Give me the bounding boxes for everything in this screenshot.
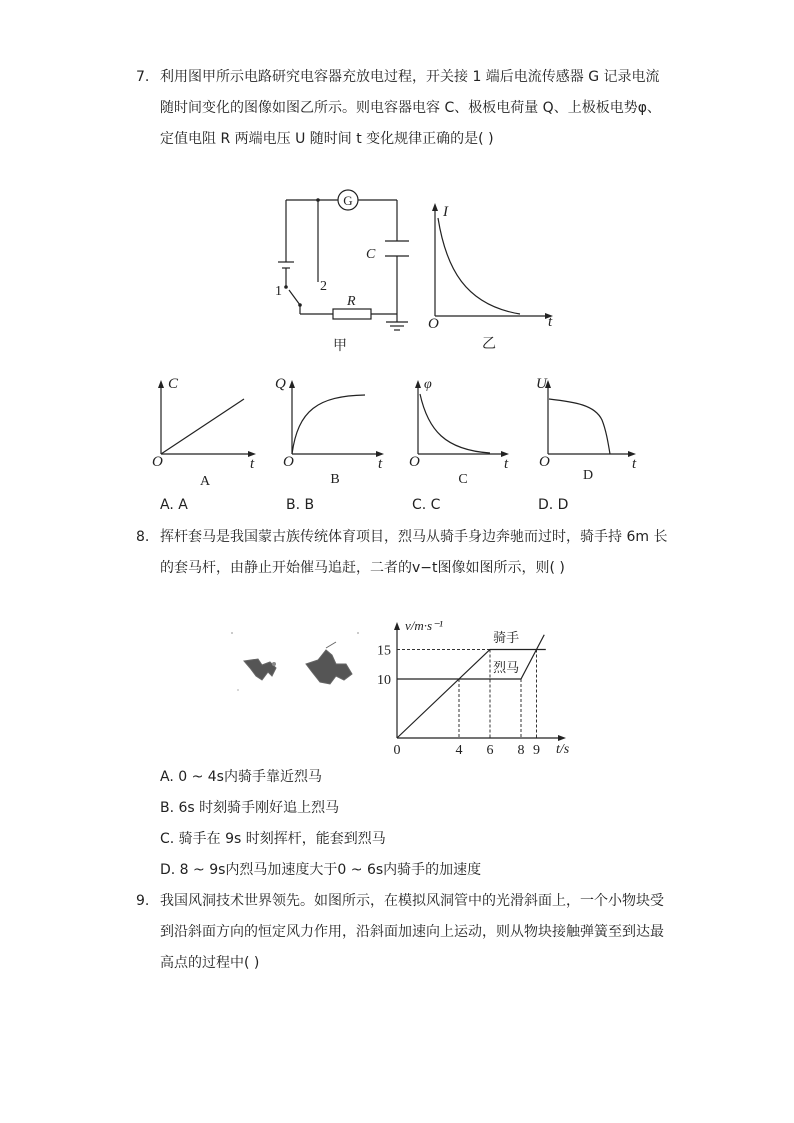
q8-option-a[interactable]: A. 0 ~ 4s内骑手靠近烈马: [160, 769, 322, 785]
vt-y-arrow: [394, 622, 400, 630]
q8-option-d[interactable]: D. 8 ~ 9s内烈马加速度大于0 ~ 6s内骑手的加速度: [160, 862, 482, 878]
question-9-line-2: 到沿斜面方向的恒定风力作用，沿斜面加速向上运动，则从物块接触弹簧至到达最: [160, 924, 664, 940]
vt-x-tick-0: 0: [393, 743, 401, 758]
graph-c-letter: C: [458, 472, 468, 487]
circuit-caption: 甲: [333, 338, 347, 354]
graph-a-letter: A: [199, 474, 211, 489]
graph-b-x-label: t: [378, 456, 383, 472]
q7-option-c[interactable]: C. C: [412, 497, 441, 513]
graph-d-letter: D: [582, 468, 594, 483]
q7-option-a[interactable]: A. A: [160, 497, 188, 513]
vt-x-tick-6: 6: [486, 743, 494, 758]
current-graph-caption: 乙: [482, 336, 496, 352]
question-7-line-3: 定值电阻 R 两端电压 U 随时间 t 变化规律正确的是( ): [160, 131, 494, 147]
question-9-number: 9.: [136, 893, 150, 909]
q7-option-b[interactable]: B. B: [286, 497, 315, 513]
vt-series-line-1: [397, 650, 546, 739]
q8-option-c[interactable]: C. 骑手在 9s 时刻挥杆，能套到烈马: [160, 831, 386, 847]
resistor-label: R: [347, 294, 356, 309]
graph-a-y-label: C: [168, 376, 179, 392]
q8-option-b[interactable]: B. 6s 时刻骑手刚好追上烈马: [160, 800, 340, 816]
vt-y-label: v/m·s⁻¹: [405, 618, 443, 633]
graph-d-origin: O: [539, 454, 550, 470]
vt-x-tick-4: 4: [455, 743, 463, 758]
vt-series-label-2: 烈马: [493, 660, 520, 676]
vt-y-tick-15: 15: [377, 643, 391, 659]
question-8-number: 8.: [136, 529, 150, 545]
vt-x-label: t/s: [556, 742, 570, 757]
vt-series-line-2: [397, 635, 544, 679]
capacitor-label: C: [366, 247, 376, 262]
current-graph-y-label: I: [443, 204, 448, 220]
vt-series-label-1: 骑手: [493, 630, 520, 646]
question-7-number: 7.: [136, 69, 150, 85]
vt-x-arrow: [558, 735, 566, 741]
graph-a-origin: O: [152, 454, 163, 470]
question-8-line-2: 的套马杆，由静止开始催马追赶，二者的v−t图像如图所示，则( ): [160, 560, 565, 576]
graph-b-letter: B: [330, 472, 340, 487]
switch-terminal-1: 1: [275, 284, 282, 299]
graph-a-x-label: t: [250, 456, 255, 472]
switch-terminal-2: 2: [320, 279, 327, 294]
question-9-line-3: 高点的过程中( ): [160, 955, 260, 971]
question-8-line-1: 挥杆套马是我国蒙古族传统体育项目，烈马从骑手身边奔驰而过时，骑手持 6m 长: [160, 529, 668, 545]
graph-b-origin: O: [283, 454, 294, 470]
question-7-line-1: 利用图甲所示电路研究电容器充放电过程，开关接 1 端后电流传感器 G 记录电流: [160, 69, 660, 85]
graph-c-origin: O: [409, 454, 420, 470]
graph-d-y-label: U: [536, 376, 547, 392]
q7-option-d[interactable]: D. D: [538, 497, 569, 513]
graph-c-y-label: φ: [424, 377, 432, 392]
graph-d-x-label: t: [632, 456, 637, 472]
question-7-line-2: 随时间变化的图像如图乙所示。则电容器电容 C、极板电荷量 Q、上极板电势φ、: [160, 100, 661, 116]
graph-c-x-label: t: [504, 456, 509, 472]
vt-x-tick-9: 9: [533, 743, 540, 758]
question-9-line-1: 我国风洞技术世界领先。如图所示，在模拟风洞管中的光滑斜面上，一个小物块受: [160, 893, 664, 909]
vt-x-tick-8: 8: [517, 743, 525, 758]
galvanometer-label: G: [343, 193, 353, 208]
current-graph-origin: O: [428, 316, 439, 332]
vt-y-tick-10: 10: [377, 673, 391, 688]
graph-b-y-label: Q: [275, 376, 286, 392]
current-graph-x-label: t: [548, 314, 553, 330]
